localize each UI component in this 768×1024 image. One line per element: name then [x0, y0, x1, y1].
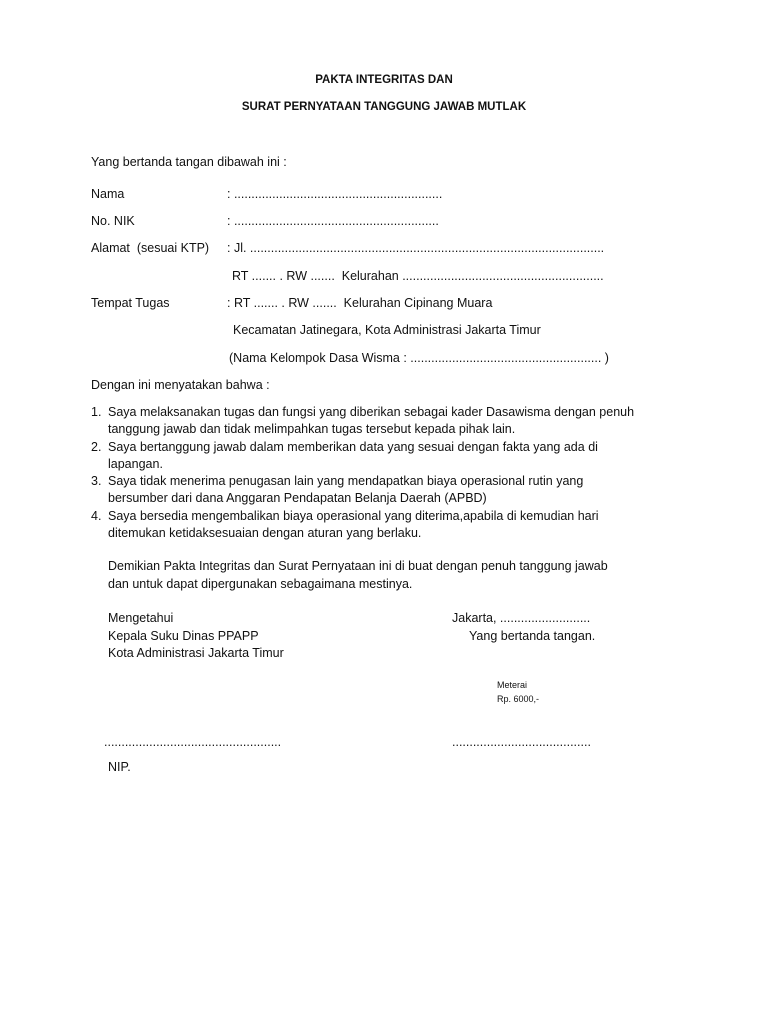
statement-3-line-1: Saya tidak menerima penugasan lain yang mendapatkan biaya operasional rutin yang	[108, 474, 584, 488]
tempat-tugas-value-2: Kecamatan Jatinegara, Kota Administrasi Jakarta Timur	[233, 323, 541, 337]
intro-text: Yang bertanda tangan dibawah ini :	[91, 155, 287, 169]
nama-label: Nama	[91, 187, 125, 201]
left-sign-position: Kepala Suku Dinas PPAPP	[108, 629, 259, 643]
right-sign-dotted-line: ........................................	[452, 735, 591, 749]
statement-4-number: 4.	[91, 509, 102, 523]
document-title-line-1: PAKTA INTEGRITAS DAN	[315, 74, 453, 86]
statement-2-line-2: lapangan.	[108, 457, 163, 471]
statement-3-number: 3.	[91, 474, 102, 488]
tempat-tugas-label: Tempat Tugas	[91, 296, 170, 310]
left-sign-office: Kota Administrasi Jakarta Timur	[108, 646, 284, 660]
alamat-value-2: RT ....... . RW ....... Kelurahan ..........................................................	[232, 269, 604, 283]
statement-4-line-2: ditemukan ketidaksesuaian dengan aturan yang berlaku.	[108, 526, 422, 540]
left-sign-dotted-line: ...................................................	[104, 735, 282, 749]
meterai-value: Rp. 6000,-	[497, 694, 540, 704]
document-title-line-2: SURAT PERNYATAAN TANGGUNG JAWAB MUTLAK	[241, 101, 527, 113]
nama-value: : ............................................................	[227, 187, 443, 201]
right-sign-signer: Yang bertanda tangan.	[469, 629, 596, 643]
nik-value: : ...........................................................	[227, 214, 439, 228]
alamat-value-1: : Jl. ......................................................................................................	[227, 241, 605, 255]
statement-2-line-1: Saya bertanggung jawab dalam memberikan data yang sesuai dengan fakta yang ada di	[108, 440, 598, 454]
statement-1-line-1: Saya melaksanakan tugas dan fungsi yang diberikan sebagai kader Dasawisma dengan penuh	[108, 405, 635, 419]
statement-3-line-2: bersumber dari dana Anggaran Pendapatan Belanja Daerah (APBD)	[108, 491, 487, 505]
left-sign-nip: NIP.	[108, 760, 131, 774]
right-sign-place-date: Jakarta, ..........................	[452, 611, 591, 625]
left-sign-mengetahui: Mengetahui	[108, 611, 174, 625]
meterai-label: Meterai	[497, 680, 528, 690]
declaration-intro: Dengan ini menyatakan bahwa :	[91, 378, 270, 392]
statement-2-number: 2.	[91, 440, 102, 454]
statement-1-number: 1.	[91, 405, 102, 419]
closing-line-1: Demikian Pakta Integritas dan Surat Pernyataan ini di buat dengan penuh tanggung jawab	[108, 559, 608, 573]
statement-1-line-2: tanggung jawab dan tidak melimpahkan tugas tersebut kepada pihak lain.	[108, 422, 516, 436]
tempat-tugas-value-1: : RT ....... . RW ....... Kelurahan Cipinang Muara	[227, 296, 493, 310]
statement-4-line-1: Saya bersedia mengembalikan biaya operasional yang diterima,apabila di kemudian hari	[108, 509, 599, 523]
alamat-label: Alamat (sesuai KTP)	[91, 241, 210, 255]
nik-label: No. NIK	[91, 214, 135, 228]
closing-line-2: dan untuk dapat dipergunakan sebagaimana mestinya.	[108, 577, 413, 591]
tempat-tugas-value-3: (Nama Kelompok Dasa Wisma : ....................................................... )	[229, 351, 609, 365]
